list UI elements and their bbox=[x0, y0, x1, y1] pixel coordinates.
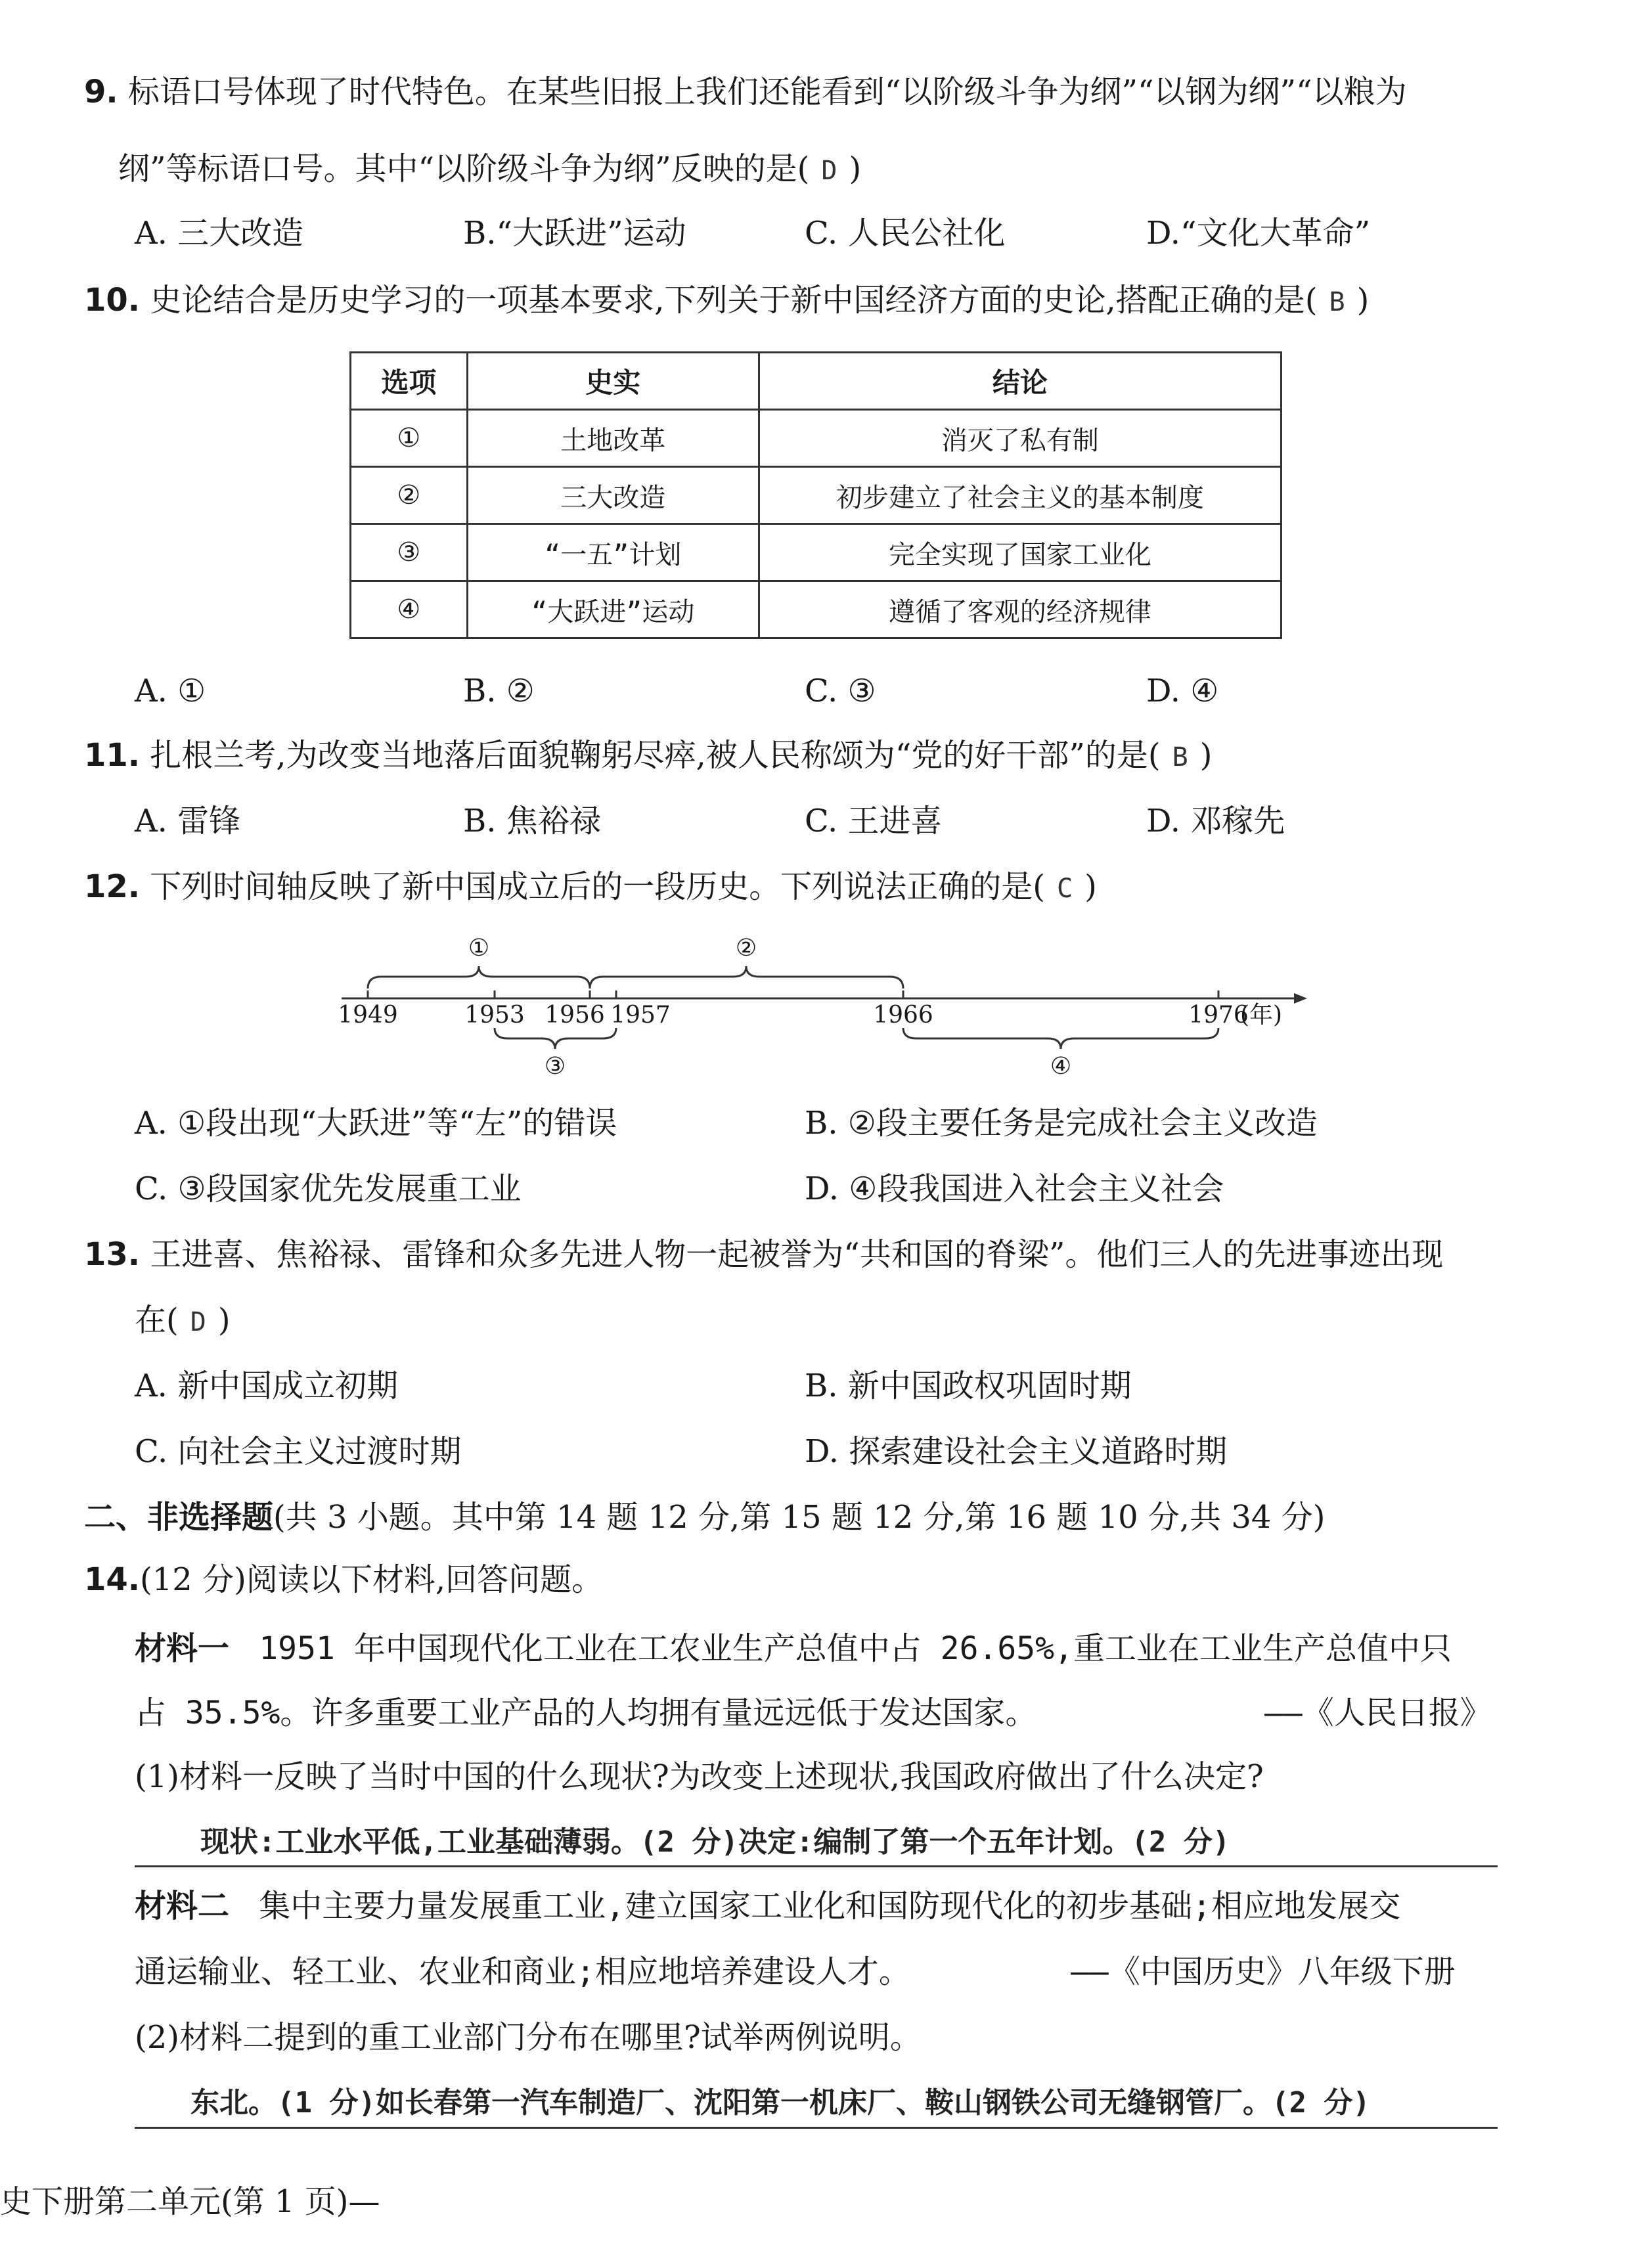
table-cell: “一五”计划 bbox=[467, 524, 759, 581]
segment-label-2: ② bbox=[735, 935, 757, 962]
q14-material1-line2: 占 35.5%。许多重要工业产品的人均拥有量远远低于发达国家。 bbox=[135, 1695, 1037, 1731]
year-label: 1953 bbox=[464, 1002, 525, 1029]
q12-option-d: D. ④段我国进入社会主义社会 bbox=[805, 1170, 1224, 1207]
table-cell: ① bbox=[351, 410, 468, 467]
q14-material1-line1: 材料一 1951 年中国现代化工业在工农业生产总值中占 26.65%,重工业在工业生产总值中只 bbox=[135, 1630, 1452, 1667]
table-header: 选项 bbox=[351, 353, 468, 410]
q14-line: 14.(12 分)阅读以下材料,回答问题。 bbox=[84, 1561, 604, 1598]
year-label: 1957 bbox=[610, 1002, 671, 1029]
q14-sub2: (2)材料二提到的重工业部门分布在哪里?试举两例说明。 bbox=[135, 2019, 922, 2056]
year-label: 1976 bbox=[1188, 1002, 1249, 1029]
q9-option-a: A. 三大改造 bbox=[135, 215, 304, 252]
section2-title: 二、非选择题 bbox=[84, 1499, 274, 1536]
q12-option-c: C. ③段国家优先发展重工业 bbox=[135, 1170, 522, 1207]
q14-sub1: (1)材料一反映了当时中国的什么现状?为改变上述现状,我国政府做出了什么决定? bbox=[135, 1758, 1264, 1795]
q11-number: 11. bbox=[84, 737, 141, 774]
brace-segment-3 bbox=[495, 1028, 616, 1049]
table-header: 结论 bbox=[759, 353, 1281, 410]
q11-option-a: A. 雷锋 bbox=[135, 803, 241, 839]
q10-option-b: B. ② bbox=[463, 673, 535, 709]
q9-option-d: D.“文化大革命” bbox=[1146, 215, 1371, 252]
segment-label-4: ④ bbox=[1050, 1053, 1072, 1080]
q12-option-a: A. ①段出现“大跃进”等“左”的错误 bbox=[135, 1105, 617, 1142]
table-row bbox=[351, 410, 1282, 467]
q9-option-c: C. 人民公社化 bbox=[805, 215, 1006, 252]
q14-answer1: 现状:工业水平低,工业基础薄弱。(2 分)决定:编制了第一个五年计划。(2 分) bbox=[200, 1825, 1230, 1859]
q13-option-b: B. 新中国政权巩固时期 bbox=[805, 1367, 1132, 1404]
q14-material2-source: ——《中国历史》八年级下册 bbox=[1071, 1953, 1456, 1990]
q13-line2: 在( D ) bbox=[135, 1302, 231, 1339]
q11-answer: B bbox=[1172, 742, 1188, 772]
segment-label-1: ① bbox=[468, 935, 490, 962]
q10-option-c: C. ③ bbox=[805, 673, 876, 709]
brace-segment-4 bbox=[903, 1028, 1218, 1049]
year-label: 1949 bbox=[338, 1002, 398, 1029]
q10-number: 10. bbox=[84, 282, 141, 319]
q9-line1 bbox=[84, 71, 1407, 113]
table-cell: “大跃进”运动 bbox=[467, 581, 759, 638]
q11-option-b: B. 焦裕禄 bbox=[463, 803, 601, 839]
q14-material1-source: ——《人民日报》 bbox=[1264, 1695, 1492, 1731]
table-cell: 土地改革 bbox=[467, 410, 759, 467]
table-cell: 遵循了客观的经济规律 bbox=[759, 581, 1281, 638]
q11-line: 11. 扎根兰考,为改变当地落后面貌鞠躬尽瘁,被人民称颂为“党的好干部”的是( B ) bbox=[84, 737, 1213, 774]
q12-option-b: B. ②段主要任务是完成社会主义改造 bbox=[805, 1105, 1318, 1142]
page-footer: 史下册第二单元(第 1 页)— bbox=[0, 2183, 380, 2220]
q10-answer: B bbox=[1329, 287, 1345, 317]
q11-option-d: D. 邓稼先 bbox=[1146, 803, 1285, 839]
q13-answer: D bbox=[190, 1307, 206, 1337]
brace-segment-1 bbox=[368, 966, 590, 989]
table-cell: ④ bbox=[351, 581, 468, 638]
q12-timeline bbox=[315, 923, 1314, 1084]
timeline-arrow bbox=[1294, 993, 1307, 1004]
q14-material2-line1: 材料二 集中主要力量发展重工业,建立国家工业化和国防现代化的初步基础;相应地发展交 bbox=[135, 1888, 1401, 1924]
table-cell: ③ bbox=[351, 524, 468, 581]
q13-option-a: A. 新中国成立初期 bbox=[135, 1367, 399, 1404]
q10-table bbox=[349, 351, 1282, 639]
table-row bbox=[351, 524, 1282, 581]
material2-label: 材料二 bbox=[135, 1888, 230, 1924]
q14-answer2: 东北。(1 分)如长春第一汽车制造厂、沈阳第一机床厂、鞍山钢铁公司无缝钢管厂。(2 分) bbox=[190, 2086, 1370, 2120]
answer-line-2 bbox=[135, 2127, 1498, 2129]
table-row bbox=[351, 581, 1282, 638]
section2-heading bbox=[84, 1496, 1325, 1538]
q13-option-d: D. 探索建设社会主义道路时期 bbox=[805, 1433, 1228, 1470]
material1-label: 材料一 bbox=[135, 1630, 230, 1667]
q12-number: 12. bbox=[84, 868, 141, 905]
brace-segment-2 bbox=[590, 966, 903, 989]
q12-answer: C bbox=[1057, 874, 1073, 904]
year-label: 1966 bbox=[873, 1002, 933, 1029]
year-label: 1956 bbox=[545, 1002, 605, 1029]
q14-number: 14. bbox=[84, 1561, 141, 1598]
table-row bbox=[351, 467, 1282, 524]
q9-stem: 标语口号体现了时代特色。在某些旧报上我们还能看到“以阶级斗争为纲”“以钢为纲”“以粮为 bbox=[127, 74, 1407, 110]
table-cell: 三大改造 bbox=[467, 467, 759, 524]
table-header-row bbox=[351, 353, 1282, 410]
q14-material2-line2: 通运输业、轻工业、农业和商业;相应地培养建设人才。 bbox=[135, 1953, 910, 1990]
table-cell: 完全实现了国家工业化 bbox=[759, 524, 1281, 581]
year-unit: (年) bbox=[1240, 1002, 1283, 1029]
table-cell: ② bbox=[351, 467, 468, 524]
q10-line: 10. 史论结合是历史学习的一项基本要求,下列关于新中国经济方面的史论,搭配正确的是( B ) bbox=[84, 282, 1370, 319]
answer-line-1 bbox=[135, 1865, 1498, 1867]
section2-desc: (共 3 小题。其中第 14 题 12 分,第 15 题 12 分,第 16 题 10 分,共 34 分) bbox=[273, 1499, 1326, 1536]
q9-line2: 纲”等标语口号。其中“以阶级斗争为纲”反映的是( D ) bbox=[118, 150, 862, 187]
table-cell: 消灭了私有制 bbox=[759, 410, 1281, 467]
segment-label-3: ③ bbox=[544, 1053, 566, 1080]
q9-answer: D bbox=[821, 156, 837, 186]
q9-option-b: B.“大跃进”运动 bbox=[463, 215, 686, 252]
q13-option-c: C. 向社会主义过渡时期 bbox=[135, 1433, 462, 1470]
table-header: 史实 bbox=[467, 353, 759, 410]
q11-option-c: C. 王进喜 bbox=[805, 803, 943, 839]
q10-option-a: A. ① bbox=[135, 673, 206, 709]
q12-line: 12. 下列时间轴反映了新中国成立后的一段历史。下列说法正确的是( C ) bbox=[84, 868, 1097, 905]
q10-option-d: D. ④ bbox=[1146, 673, 1219, 709]
q13-number: 13. bbox=[84, 1236, 141, 1273]
table-cell: 初步建立了社会主义的基本制度 bbox=[759, 467, 1281, 524]
q13-line1: 13. 王进喜、焦裕禄、雷锋和众多先进人物一起被誉为“共和国的脊梁”。他们三人的先进事迹出现 bbox=[84, 1236, 1444, 1273]
q9-number: 9. bbox=[84, 74, 118, 110]
